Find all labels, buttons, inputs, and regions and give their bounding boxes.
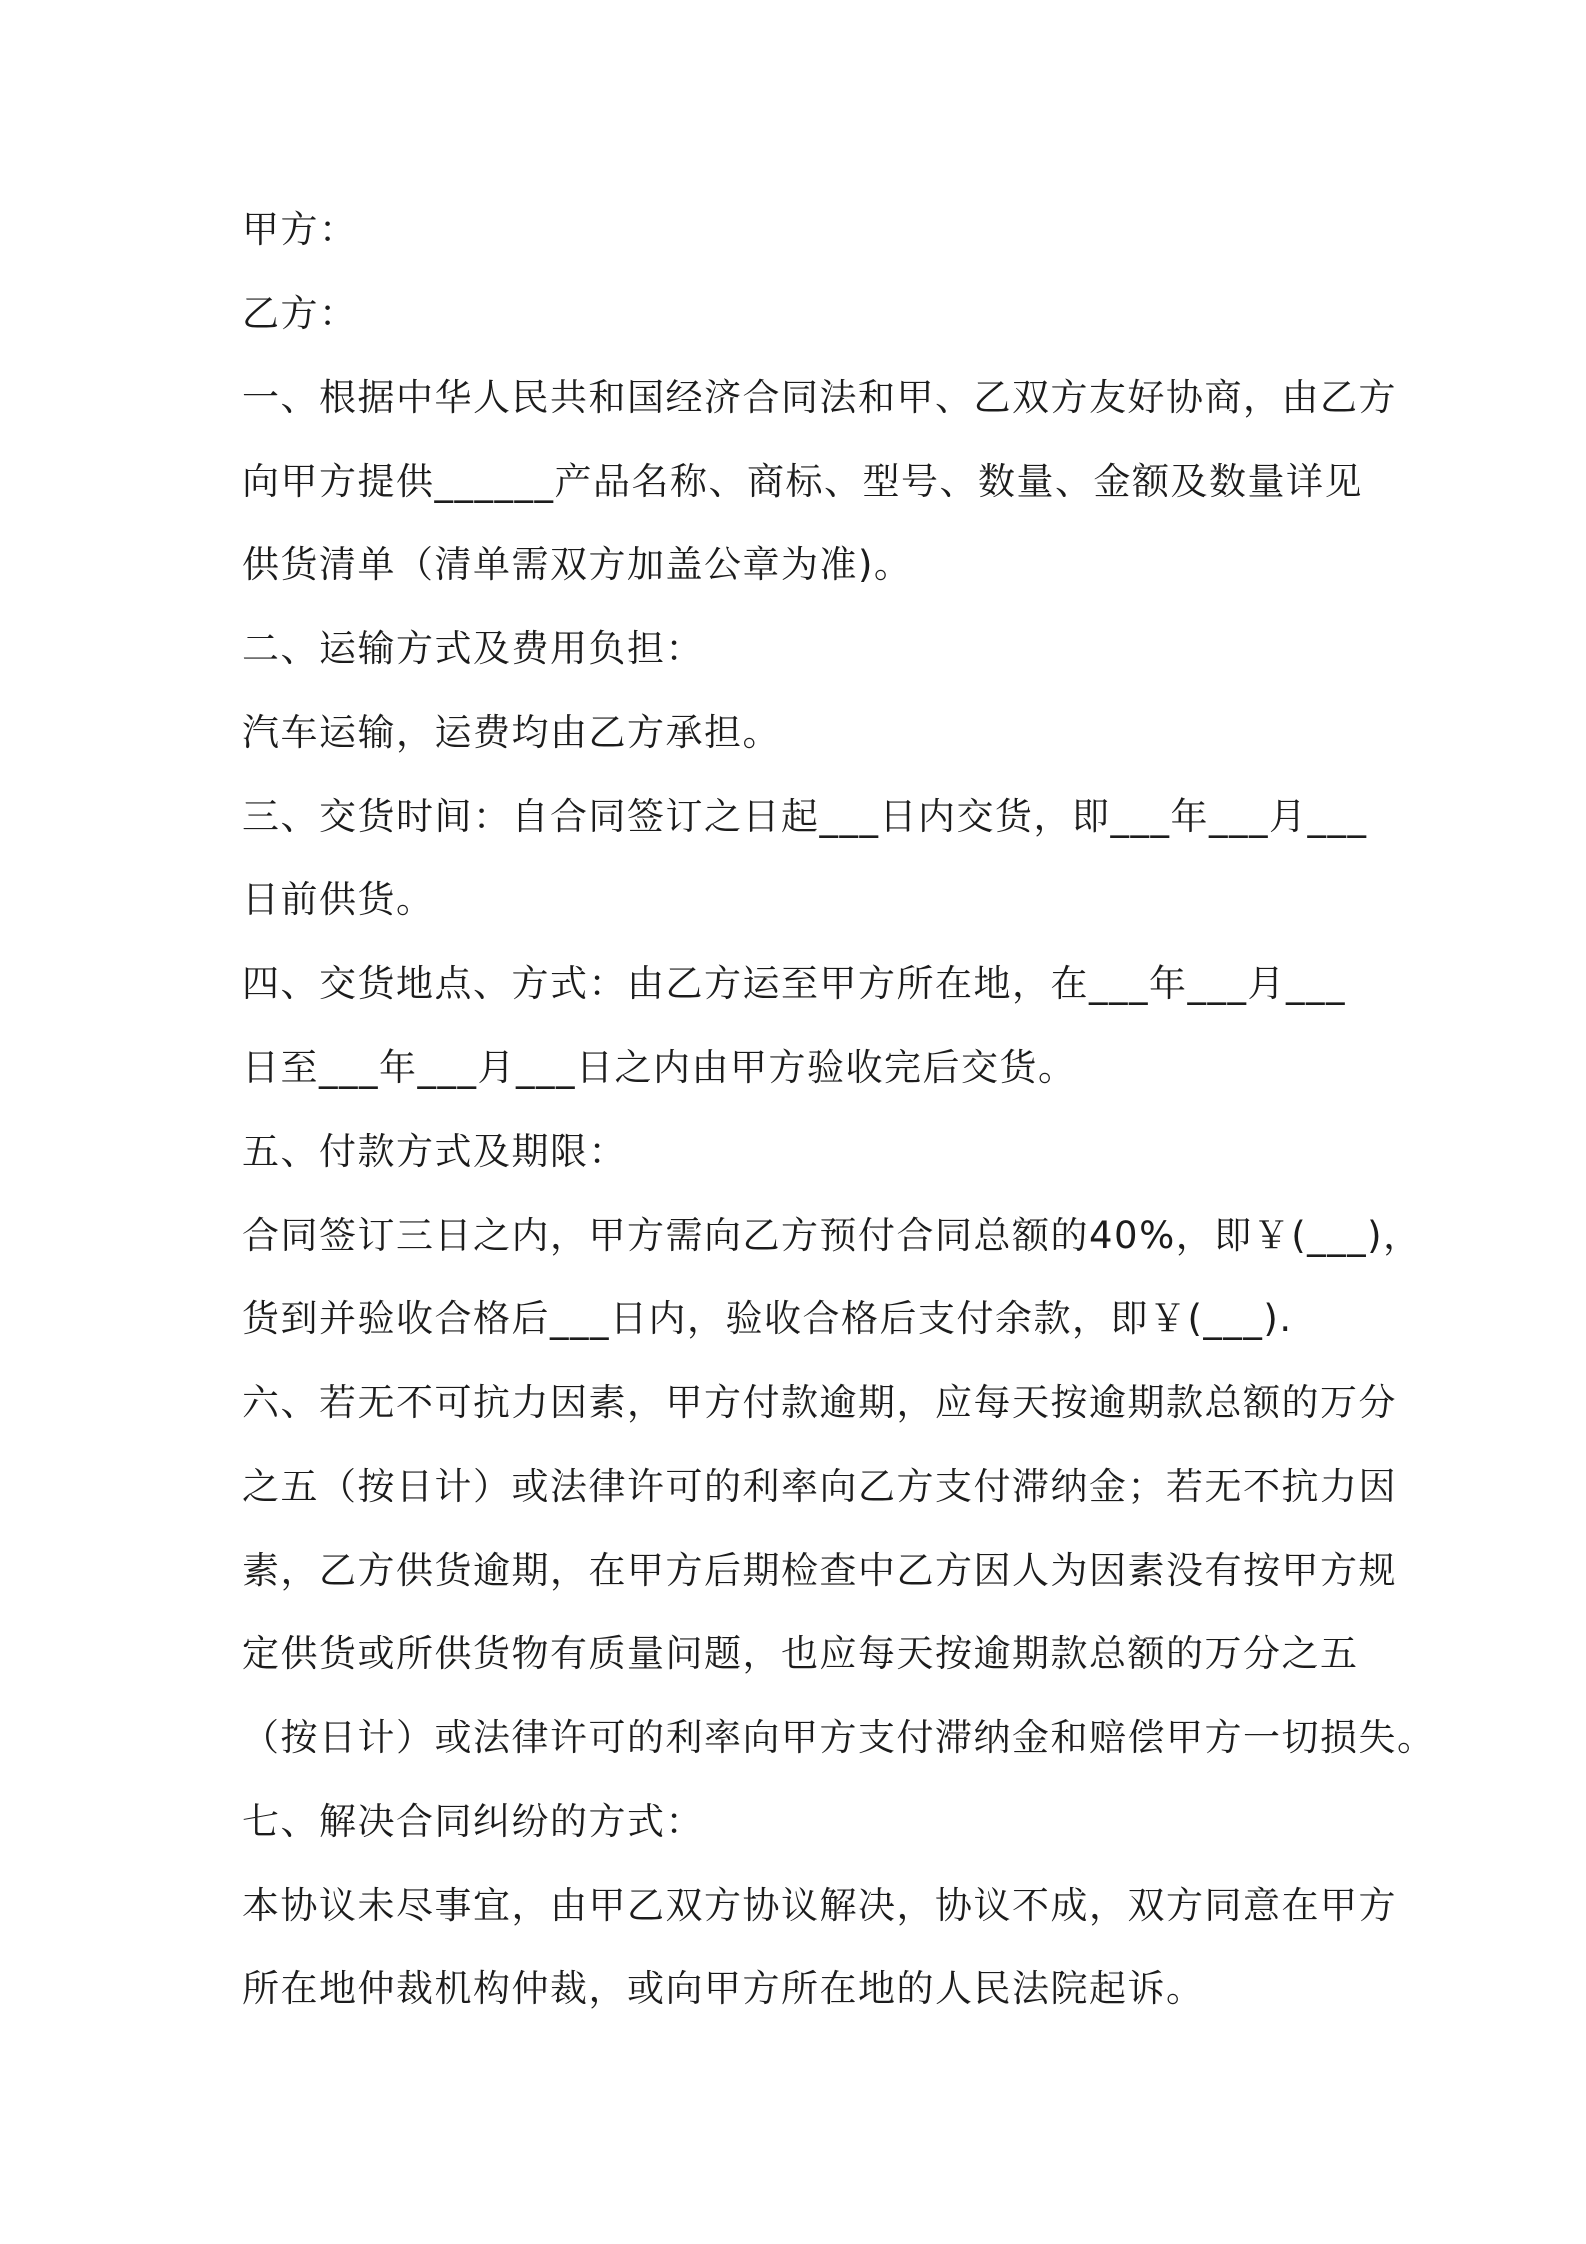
clause-6-line-4: 定供货或所供货物有质量问题，也应每天按逾期款总额的万分之五 <box>242 1632 1359 1675</box>
clause-1-line-1: 一、根据中华人民共和国经济合同法和甲、乙双方友好协商，由乙方 <box>242 376 1397 419</box>
clause-6-line-1: 六、若无不可抗力因素，甲方付款逾期，应每天按逾期款总额的万分 <box>242 1381 1397 1424</box>
clause-4-line-1: 四、交货地点、方式：由乙方运至甲方所在地，在___年___月___ <box>242 962 1346 1005</box>
clause-2-body: 汽车运输，运费均由乙方承担。 <box>242 711 781 754</box>
clause-3-line-2: 日前供货。 <box>242 878 435 921</box>
clause-6-line-2: 之五（按日计）或法律许可的利率向乙方支付滞纳金；若无不抗力因 <box>242 1465 1397 1508</box>
clause-4-line-2: 日至___年___月___日之内由甲方验收完后交货。 <box>242 1046 1077 1089</box>
party-b-label: 乙方： <box>242 292 358 335</box>
clause-6-line-5: （按日计）或法律许可的利率向甲方支付滞纳金和赔偿甲方一切损失。 <box>242 1716 1436 1759</box>
clause-6-line-3: 素，乙方供货逾期，在甲方后期检查中乙方因人为因素没有按甲方规 <box>242 1549 1397 1592</box>
clause-2-heading: 二、运输方式及费用负担： <box>242 627 704 670</box>
clause-1-line-2: 向甲方提供______产品名称、商标、型号、数量、金额及数量详见 <box>242 460 1363 503</box>
clause-7-heading: 七、解决合同纠纷的方式： <box>242 1800 704 1843</box>
clause-5-line-1: 合同签订三日之内，甲方需向乙方预付合同总额的40%，即￥(___)， <box>242 1214 1422 1257</box>
clause-1-line-3: 供货清单（清单需双方加盖公章为准)。 <box>242 543 913 586</box>
clause-7-line-2: 所在地仲裁机构仲裁，或向甲方所在地的人民法院起诉。 <box>242 1967 1205 2010</box>
clause-5-line-2: 货到并验收合格后___日内，验收合格后支付余款，即￥(___). <box>242 1297 1293 1340</box>
party-a-label: 甲方： <box>242 208 358 251</box>
clause-5-heading: 五、付款方式及期限： <box>242 1130 627 1173</box>
clause-7-line-1: 本协议未尽事宜，由甲乙双方协议解决，协议不成，双方同意在甲方 <box>242 1884 1397 1927</box>
clause-3-line-1: 三、交货时间：自合同签订之日起___日内交货，即___年___月___ <box>242 795 1368 838</box>
